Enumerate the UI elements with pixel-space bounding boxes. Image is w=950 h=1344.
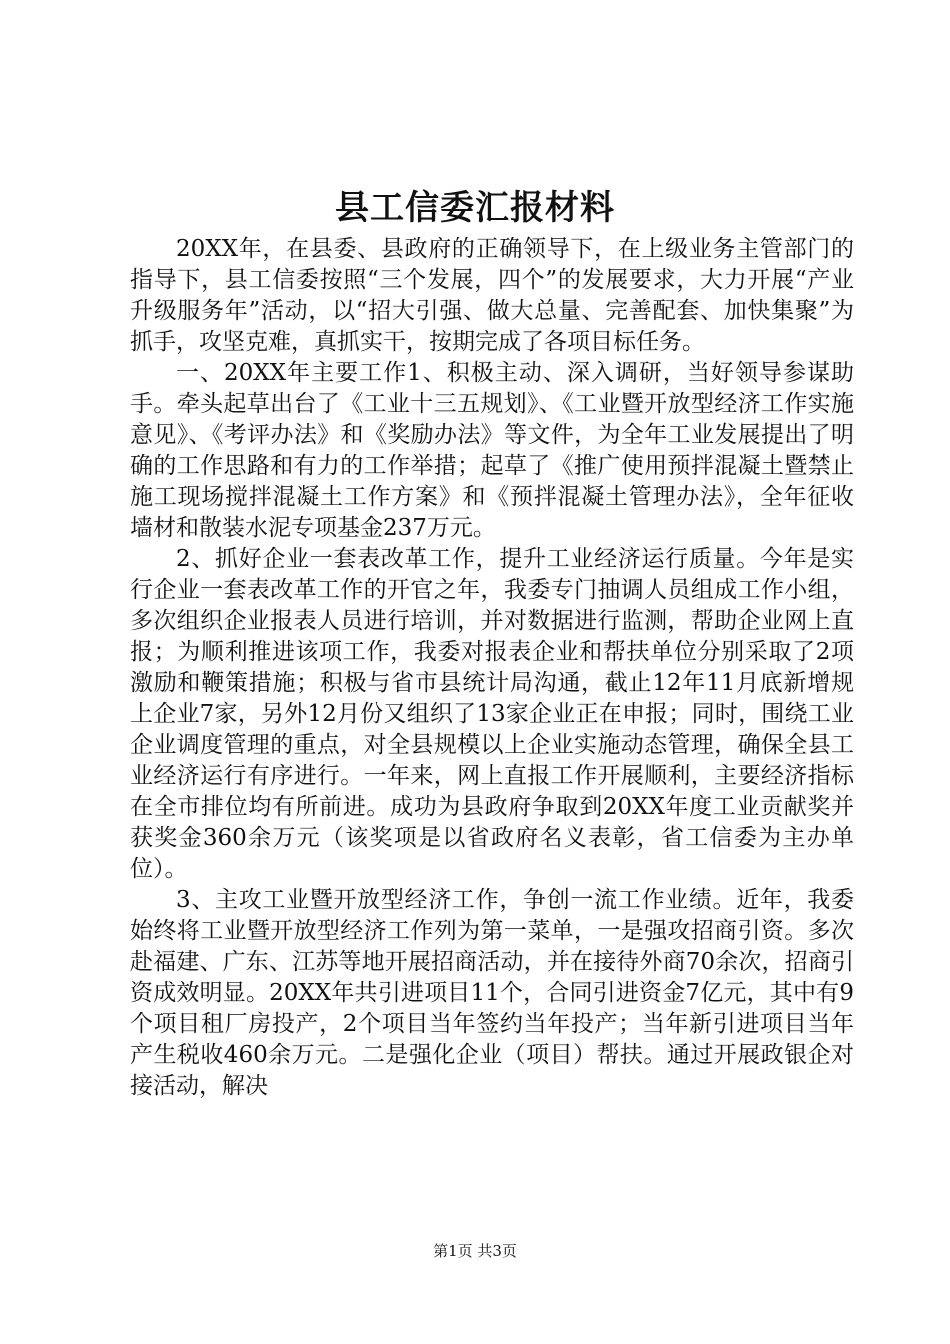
paragraph-section-3: 3、主攻工业暨开放型经济工作，争创一流工作业绩。近年，我委始终将工业暨开放型经济工作列为第一菜单，一是强攻招商引资。多次赴福建、广东、江苏等地开展招商活动，并在接待外商70余次，招商引资成效明显。20XX年共引进项目11个，合同引进资金7亿元，其中有9个项目租厂房投产，2个项目当年签约当年投产；当年新引进项目当年产生税收460余万元。二是强化企业（项目）帮扶。通过开展政银企对接活动，解决 — [130, 887, 854, 1099]
paragraph-section-2: 2、抓好企业一套表改革工作，提升工业经济运行质量。今年是实行企业一套表改革工作的开官之年，我委专门抽调人员组成工作小组，多次组织企业报表人员进行培训，并对数据进行监测，帮助企业网上直报；为顺利推进该项工作，我委对报表企业和帮扶单位分别采取了2项激励和鞭策措施；积极与省市县统计局沟通，截止12年11月底新增规上企业7家，另外12月份又组织了13家企业正在申报；同时，围绕工业企业调度管理的重点，对全县规模以上企业实施动态管理，确保全县工业经济运行有序进行。一年来，网上直报工作开展顺利，主要经济指标在全市排位均有所前进。成功为县政府争取到20XX年度工业贡献奖并获奖金360余万元（该奖项是以省政府名义表彰，省工信委为主办单位）。 — [130, 546, 854, 882]
paragraph-intro: 20XX年，在县委、县政府的正确领导下，在上级业务主管部门的指导下，县工信委按照“三个发展，四个”的发展要求，大力开展“产业升级服务年”活动，以“招大引强、做大总量、完善配套、加快集聚”为抓手，攻坚克难，真抓实干，按期完成了各项目标任务。 — [130, 236, 854, 355]
paragraph-section-1: 一、20XX年主要工作1、积极主动、深入调研，当好领导参谋助手。牵头起草出台了《工业十三五规划》、《工业暨开放型经济工作实施意见》、《考评办法》和《奖励办法》等文件，为全年工业发展提出了明确的工作思路和有力的工作举措；起草了《推广使用预拌混凝土暨禁止施工现场搅拌混凝土工作方案》和《预拌混凝土管理办法》，全年征收墙材和散装水泥专项基金237万元。 — [130, 360, 854, 541]
document-title: 县工信委汇报材料 — [335, 188, 615, 228]
page-footer: 第1页 共3页 — [433, 1242, 517, 1260]
document-body — [130, 234, 854, 1102]
